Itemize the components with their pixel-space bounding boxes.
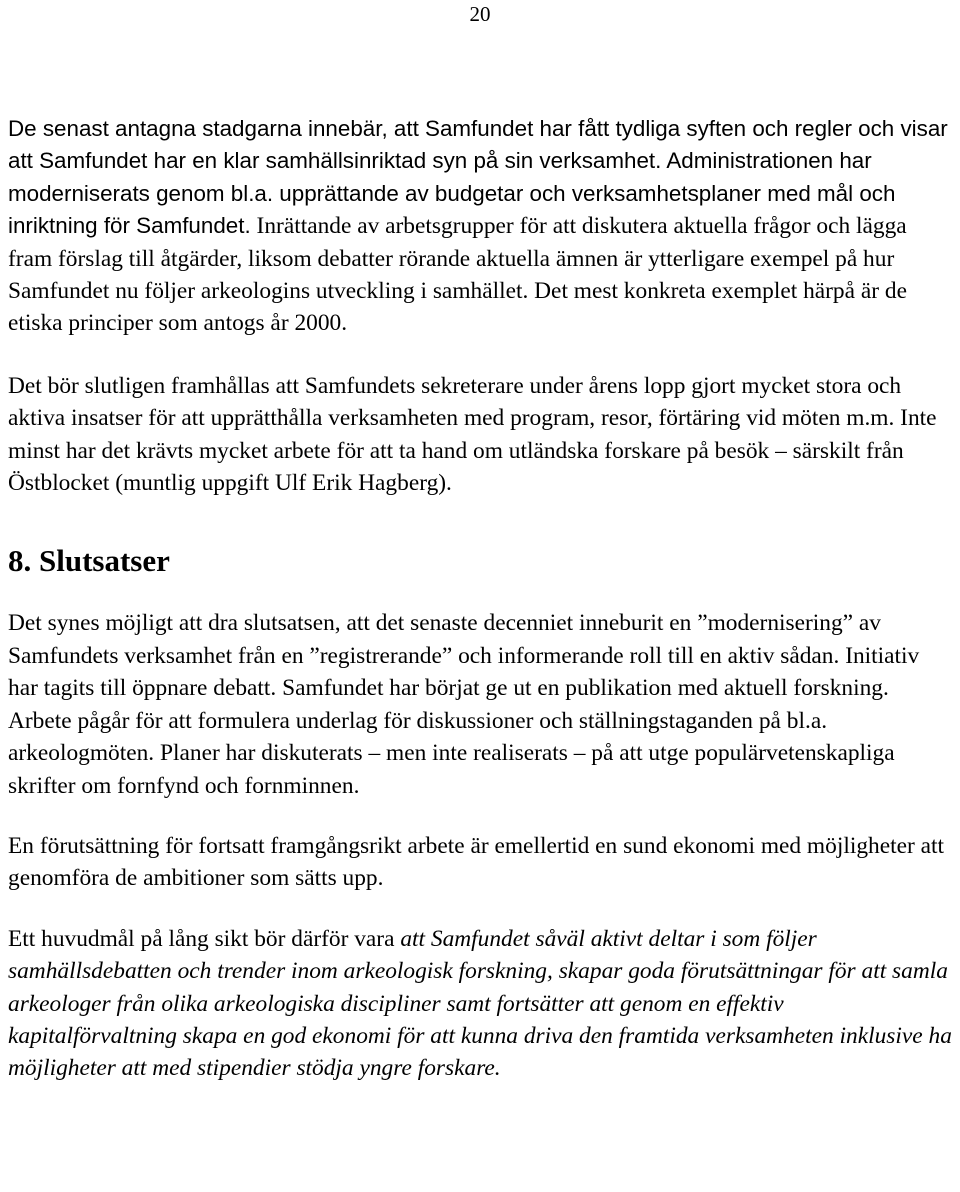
page-number: 20: [469, 2, 491, 26]
paragraph-stadgar: [8, 113, 953, 340]
paragraph-huvudmal: [8, 923, 953, 1085]
paragraph-sekreterare: Det bör slutligen framhållas att Samfundets sekreterare under årens lopp gjort mycket stora och aktiva insatser för att upprätthålla verksamheten med program, resor, förtäring vid möten m.m. Inte minst har det krävts mycket arbete för att ta hand om utländska forskare på besök – särskilt från Östblocket (muntlig uppgift Ulf Erik Hagberg).: [8, 372, 937, 497]
paragraph-huvudmal-italic-part: att Samfundet såväl aktivt deltar i som följer samhällsdebatten och trender inom arkeologisk forskning, skapar goda förutsättningar för att samla arkeologer från olika arkeologiska discipliner samt fortsätter att genom en effektiv kapitalförvaltning skapa en god ekonomi för att kunna driva den framtida verksamheten inklusive ha möjligheter att med stipendier stödja yngre forskare.: [8, 925, 952, 1082]
section-heading: 8. Slutsatser: [8, 543, 170, 579]
paragraph-huvudmal-normal-part: Ett huvudmål på lång sikt bör därför vara: [8, 925, 401, 952]
document-body: [8, 113, 953, 1085]
paragraph-ekonomi: En förutsättning för fortsatt framgångsrikt arbete är emellertid en sund ekonomi med möjligheter att genomföra de ambitioner som sätts upp.: [8, 832, 944, 892]
paragraph-stadgar-sans-part: De senast antagna stadgarna innebär, att Samfundet har fått tydliga syften och regler och visar att Samfundet har en klar samhällsinriktad syn på sin verksamhet. Administrationen har moderniserats genom bl.a. upprättande av budgetar och verksamhetsplaner med mål och inriktning för Samfundet.: [8, 116, 948, 239]
paragraph-slutsats: Det synes möjligt att dra slutsatsen, att det senaste decenniet inneburit en ”modernisering” av Samfundets verksamhet från en ”registrerande” och informerande roll till en aktiv sådan. Initiativ har tagits till öppnare debatt. Samfundet har börjat ge ut en publikation med aktuell forskning. Arbete pågår för att formulera underlag för diskussioner och ställningstaganden på bl.a. arkeologmöten. Planer har diskuterats – men inte realiserats – på att utge populärvetenskapliga skrifter om fornfynd och fornminnen.: [8, 610, 920, 799]
paragraph-stadgar-serif-part: Inrättande av arbetsgrupper för att diskutera aktuella frågor och lägga fram förslag till åtgärder, liksom debatter rörande aktuella ämnen är ytterligare exempel på hur Samfundet nu följer arkeologins utveckling i samhället. Det mest konkreta exemplet härpå är de etiska principer som antogs år 2000.: [8, 213, 907, 337]
